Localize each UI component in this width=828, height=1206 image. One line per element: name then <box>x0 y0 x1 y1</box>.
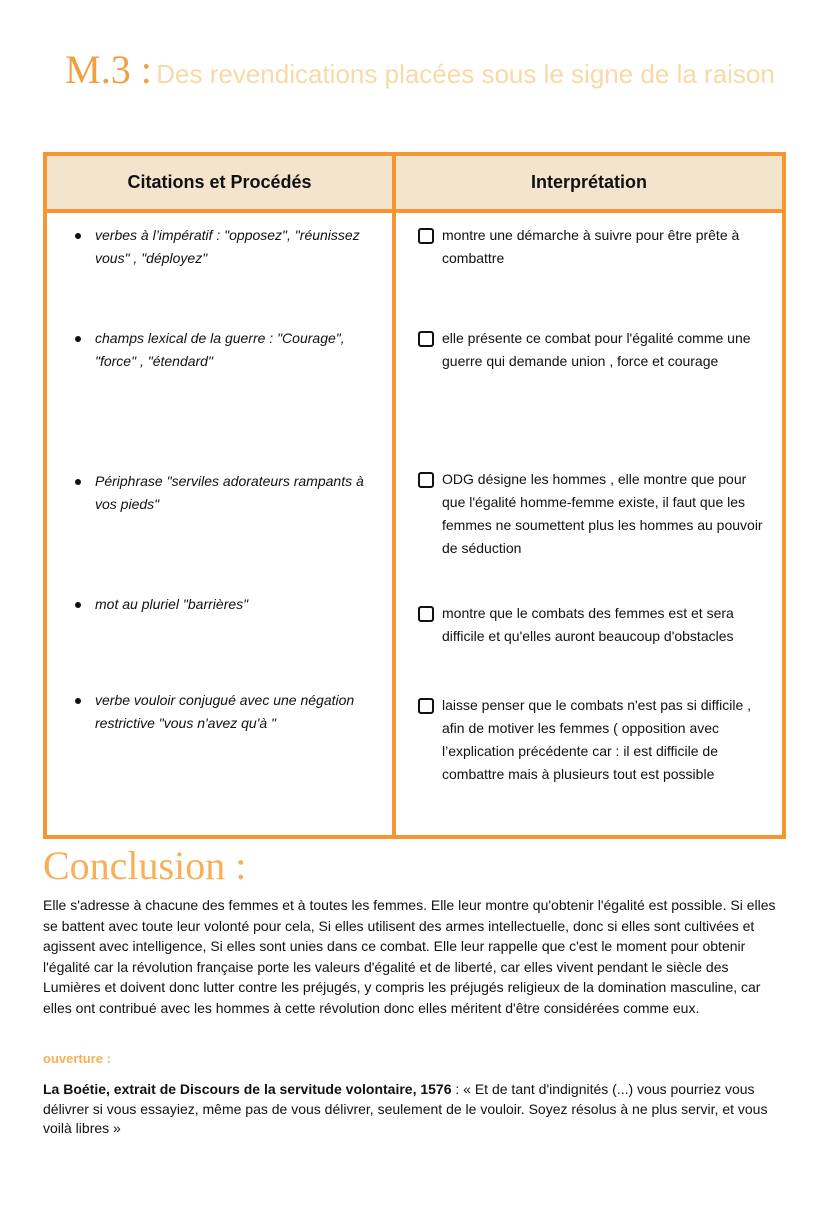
checkbox[interactable] <box>418 698 434 714</box>
interpretation-cell <box>442 468 772 560</box>
citation-cell <box>95 327 385 373</box>
analysis-table <box>43 152 786 839</box>
header-interpretation: Interprétation <box>530 172 647 192</box>
interpretation-cell <box>442 602 772 648</box>
checkbox[interactable] <box>418 331 434 347</box>
header-citations: Citations et Procédés <box>127 172 312 192</box>
column-divider <box>392 156 396 835</box>
ouverture-label: ouverture : <box>43 1051 111 1066</box>
interpretation-text: elle présente ce combat pour l'égalité comme une guerre qui demande union , force et courage <box>442 330 751 369</box>
checkbox[interactable] <box>418 606 434 622</box>
page-title <box>40 47 800 99</box>
ouverture-quote: : « Et de tant d'indignités (...) vous pourriez vous délivrer si vous essayiez, même pas de vous délivrer, seulement de le vouloir. Soyez résolus à ne plus servir, et vous voilà libres » <box>43 1081 768 1136</box>
table-header <box>47 156 782 213</box>
interpretation-text: laisse penser que le combats n'est pas si difficile , afin de motiver les femmes ( opposition avec l’explication précédente car : il est difficile de combattre mais à plusieurs tout est possible <box>442 697 752 782</box>
citation-text: champs lexical de la guerre : "Courage", "force" , "étendard" <box>95 330 345 369</box>
bullet-icon <box>75 698 81 704</box>
interpretation-cell <box>442 694 772 786</box>
title-prefix: M.3 : <box>65 47 152 92</box>
interpretation-text: montre une démarche à suivre pour être prête à combattre <box>442 227 740 266</box>
bullet-icon <box>75 336 81 342</box>
citation-text: mot au pluriel "barrières" <box>95 596 249 612</box>
interpretation-text: montre que le combats des femmes est et sera difficile et qu'elles auront beaucoup d'obstacles <box>442 605 734 644</box>
citation-cell <box>95 224 385 270</box>
interpretation-text: ODG désigne les hommes , elle montre que pour que l'égalité homme-femme existe, il faut que les femmes ne soumettent plus les hommes au pouvoir de séduction <box>442 471 763 556</box>
interpretation-cell <box>442 224 772 270</box>
checkbox[interactable] <box>418 228 434 244</box>
checkbox[interactable] <box>418 472 434 488</box>
bullet-icon <box>75 233 81 239</box>
citation-text: verbes à l’impératif : "opposez", "réunissez vous" , "déployez" <box>95 227 360 266</box>
ouverture-paragraph <box>43 1080 788 1139</box>
bullet-icon <box>75 602 81 608</box>
conclusion-paragraph: Elle s'adresse à chacune des femmes et à toutes les femmes. Elle leur montre qu'obtenir l'égalité est possible. Si elles se battent avec toute leur volonté pour cela, Si elles utilisent des armes intellectuelle, donc si elles sont cultivées et agissent avec intelligence, Si elles sont unies dans ce combat. Elle leur rappelle que c'est le moment pour obtenir l'égalité car la révolution française porte les valeurs d'égalité et de liberté, car elles vivent pendant le siècle des Lumières et doivent donc lutter contre les préjugés, y compris les préjugés religieux de la domination masculine, car elles ont contribué avec les hommes à cette révolution donc elles méritent d'être considérées comme eux. <box>43 897 776 1016</box>
citation-cell <box>95 470 385 516</box>
interpretation-cell <box>442 327 772 373</box>
bullet-icon <box>75 479 81 485</box>
citation-cell <box>95 689 385 735</box>
citation-text: verbe vouloir conjugué avec une négation restrictive "vous n'avez qu'à " <box>95 692 355 731</box>
ouverture-source: La Boétie, extrait de Discours de la servitude volontaire, 1576 <box>43 1081 452 1097</box>
conclusion-heading: Conclusion : <box>43 843 247 888</box>
citation-cell <box>95 593 385 616</box>
citation-text: Périphrase "serviles adorateurs rampants à vos pieds" <box>95 473 364 512</box>
title-subtitle: Des revendications placées sous le signe de la raison <box>156 59 775 89</box>
